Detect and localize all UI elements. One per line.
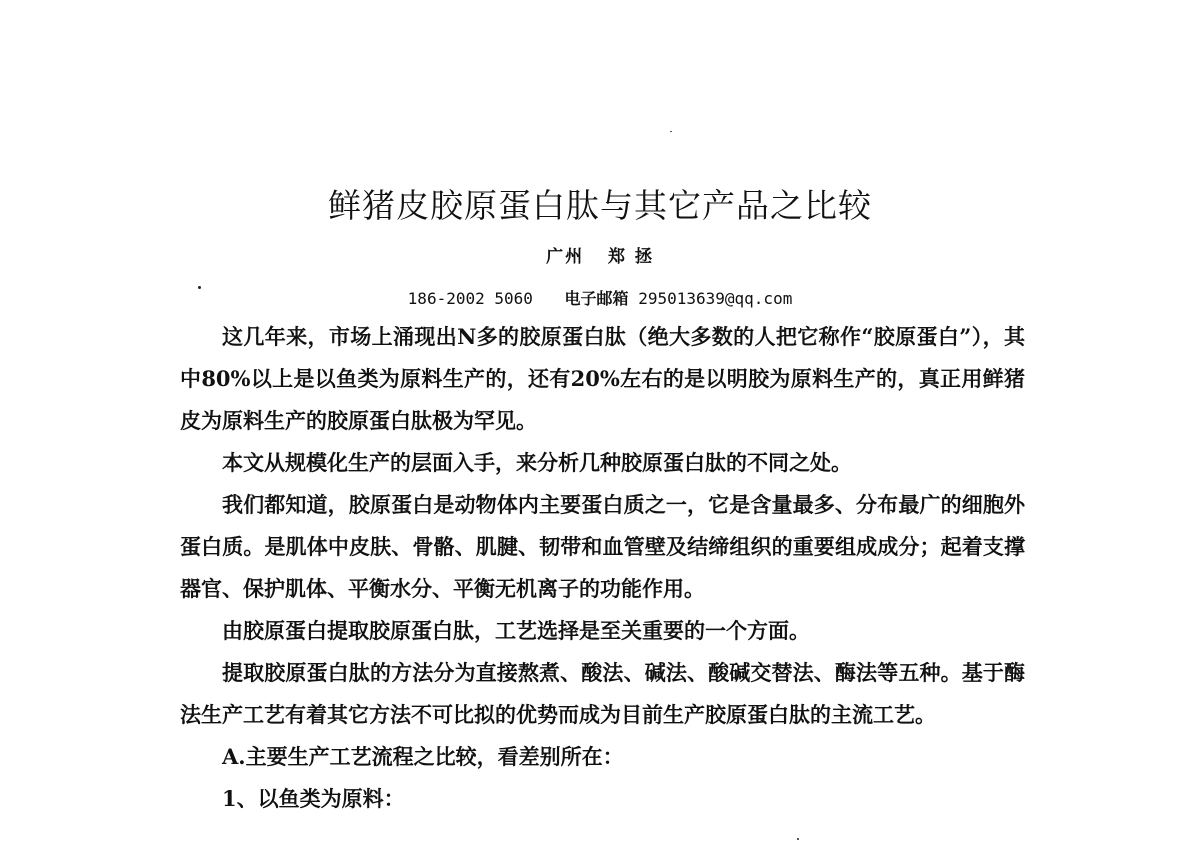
subheading-fish-material: 1、以鱼类为原料： [222, 786, 405, 811]
document-title: 鲜猪皮胶原蛋白肽与其它产品之比较 [328, 186, 872, 225]
author-name: 郑 拯 [608, 247, 654, 267]
contact-phone: 186-2002 5060 [407, 289, 533, 308]
document-body [180, 316, 1025, 820]
paragraph-collagen-definition: 我们都知道，胶原蛋白是动物体内主要蛋白质之一，它是含量最多、分布最广的细胞外蛋白质。是肌体中皮肤、骨骼、肌腱、韧带和血管壁及结缔组织的重要组成成分；起着支撑器官、保护肌体、平衡水分、平衡无机离子的功能作用。 [180, 492, 1025, 601]
scan-speck [670, 131, 672, 132]
paragraph-extraction-methods: 提取胶原蛋白肽的方法分为直接熬煮、酸法、碱法、酸碱交替法、酶法等五种。基于酶法生产工艺有着其它方法不可比拟的优势而成为目前生产胶原蛋白肽的主流工艺。 [180, 660, 1025, 727]
paragraph-intro: 这几年来，市场上涌现出N多的胶原蛋白肽（绝大多数的人把它称作“胶原蛋白”），其中80%以上是以鱼类为原料生产的，还有20%左右的是以明胶为原料生产的，真正用鲜猪皮为原料生产的胶原蛋白肽极为罕见。 [180, 324, 1025, 433]
paragraph-scope: 本文从规模化生产的层面入手，来分析几种胶原蛋白肽的不同之处。 [222, 450, 852, 475]
author-line [0, 242, 1200, 267]
scan-speck [797, 838, 799, 840]
author-location: 广州 [546, 247, 585, 267]
contact-email-label: 电子邮箱 [564, 289, 629, 308]
contact-line [0, 286, 1200, 309]
contact-email: 295013639@qq.com [638, 289, 793, 308]
paragraph-process-importance: 由胶原蛋白提取胶原蛋白肽，工艺选择是至关重要的一个方面。 [222, 618, 810, 643]
section-heading-a: A.主要生产工艺流程之比较，看差别所在： [222, 744, 624, 769]
